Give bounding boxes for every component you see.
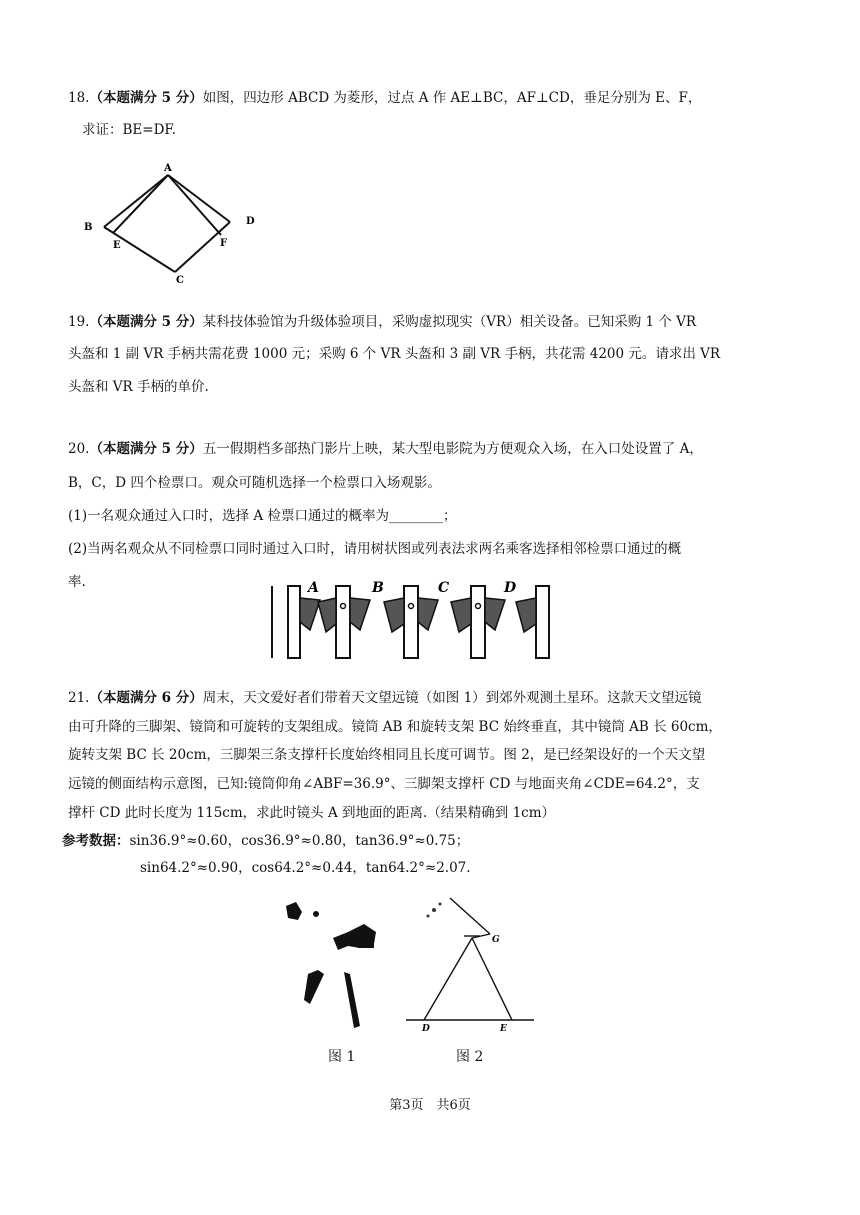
q21-line5: 撑杆 CD 此时长度为 115cm，求此时镜头 A 到地面的距离.（结果精确到 1cm） [68,805,556,821]
diagram-label-G: G [492,935,500,945]
diagram-label-E: E [500,1024,507,1034]
q21-ref-row2: sin64.2°≈0.90，cos64.2°≈0.44，tan64.2°≈2.07. [140,860,471,876]
q20-line2: B，C，D 四个检票口。观众可随机选择一个检票口入场观影。 [68,475,441,491]
q21-text1: 周末，天文爱好者们带着天文望远镜（如图 1）到郊外观测土星环。这款天文望远镜 [202,690,702,706]
q21-ref-row1 [62,832,469,850]
gate-label-C: C [438,580,450,596]
telescope-diagram [404,890,539,1035]
q21-line2: 由可升降的三脚架、镜筒和可旋转的支架组成。镜筒 AB 和旋转支架 BC 始终垂直，其中镜筒 AB 长 60cm， [68,719,722,735]
diagram-label-D: D [422,1024,430,1034]
gate-label-A: A [308,580,319,596]
gate-label-D: D [504,580,517,596]
q19-line3: 头盔和 VR 手柄的单价. [68,379,209,395]
q19-number: 19. [68,314,90,330]
label-A: A [164,163,172,174]
q18-number: 18. [68,90,90,106]
label-D: D [246,216,255,227]
q21-line3: 旋转支架 BC 长 20cm，三脚架三条支撑杆长度始终相同且长度可调节。图 2，是已经架设好的一个天文望 [68,747,706,763]
q20-number: 20. [68,441,90,457]
q18-text: 如图，四边形 ABCD 为菱形，过点 A 作 AE⊥BC，AF⊥CD，垂足分别为 E、F， [202,90,702,106]
q18-line1 [68,89,701,107]
q21-number: 21. [68,690,90,706]
label-F: F [220,238,228,249]
label-B: B [84,222,93,233]
q20-part1: (1)一名观众通过入口时，选择 A 检票口通过的概率为________； [68,508,457,524]
q20-gates-figure [266,578,556,663]
q20-text1: 五一假期档多部热门影片上映，某大型电影院为方便观众入场，在入口处设置了 A， [202,441,703,457]
q19-line1 [68,313,696,331]
page-footer: 第3页 共6页 [389,1098,471,1113]
q21-line1 [68,689,702,707]
fig1-caption: 图 1 [328,1049,356,1065]
q20-part2-end: 率. [68,574,86,590]
q18-rhombus-figure [78,160,268,285]
q19-text1: 某科技体验馆为升级体验项目，采购虚拟现实（VR）相关设备。已知采购 1 个 VR [202,314,697,330]
label-E: E [113,240,121,251]
ref-values-1: sin36.9°≈0.60，cos36.9°≈0.80，tan36.9°≈0.75； [129,833,470,849]
fig2-caption: 图 2 [456,1049,484,1065]
q21-score: （本题满分 6 分） [89,690,203,706]
telescope-photo [278,898,398,1033]
label-C: C [176,275,184,285]
q20-line1 [68,440,703,458]
ref-label: 参考数据： [62,833,130,849]
q18-score: （本题满分 5 分） [89,90,203,106]
q19-line2: 头盔和 1 副 VR 手柄共需花费 1000 元；采购 6 个 VR 头盔和 3 副 VR 手柄，共花需 4200 元。请求出 VR [68,346,721,362]
q18-prove: 求证：BE=DF. [82,122,176,138]
q20-score: （本题满分 5 分） [89,441,203,457]
q19-score: （本题满分 5 分） [89,314,203,330]
q21-line4: 远镜的侧面结构示意图，已知:镜筒仰角∠ABF=36.9°、三脚架支撑杆 CD 与地面夹角∠CDE=64.2°，支 [68,776,700,792]
gate-label-B: B [372,580,384,596]
q20-part2: (2)当两名观众从不同检票口同时通过入口时，请用树状图或列表法求两名乘客选择相邻检票口通过的概 [68,541,682,557]
